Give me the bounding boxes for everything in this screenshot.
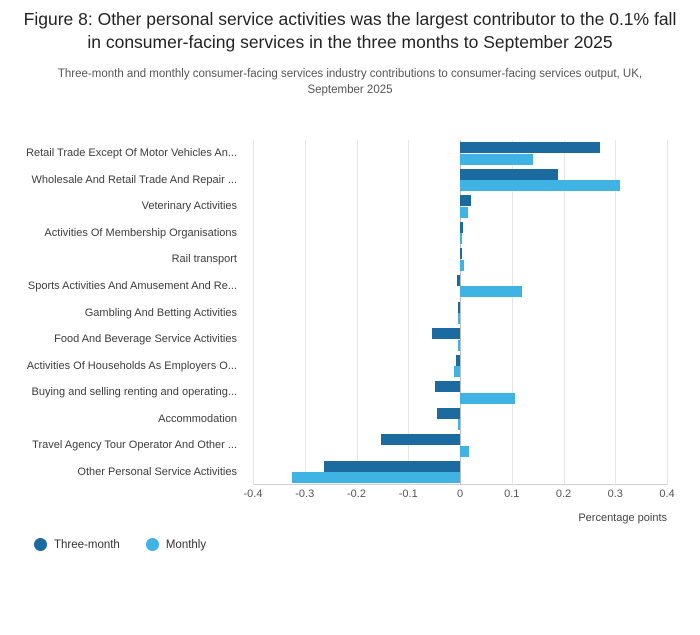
gridline: [667, 140, 668, 485]
bar-three-month: [460, 248, 462, 259]
x-tick-label: 0: [456, 488, 464, 500]
category-label: Rail transport: [171, 253, 237, 266]
legend-label: Three-month: [54, 538, 120, 551]
category-label: Sports Activities And Amusement And Re...: [27, 279, 237, 292]
x-axis-title: Percentage points: [578, 512, 667, 524]
plot-wrapper: [0, 140, 700, 524]
category-label: Activities Of Households As Employers O...: [26, 359, 237, 372]
x-tick-label: -0.2: [347, 488, 366, 500]
bar-monthly: [460, 393, 515, 404]
bar-three-month: [381, 434, 460, 445]
x-tick-label: -0.3: [295, 488, 315, 500]
bar-monthly: [458, 340, 460, 351]
x-tick-label: 0.3: [607, 488, 623, 500]
gridline: [460, 140, 461, 485]
bar-monthly: [460, 154, 533, 165]
category-label: Veterinary Activities: [141, 200, 237, 213]
category-label: Gambling And Betting Activities: [84, 306, 237, 319]
legend-swatch-icon: [34, 538, 47, 551]
bar-three-month: [460, 195, 471, 206]
bar-monthly: [460, 180, 620, 191]
category-label: Food And Beverage Service Activities: [54, 333, 237, 346]
bar-three-month: [457, 275, 460, 286]
bar-monthly: [460, 446, 469, 457]
category-label: Accommodation: [158, 412, 237, 425]
page-title: Figure 8: Other personal service activities was the largest contributor to the 0.1% fall in consumer-facing services in the three months to September 2025: [23, 9, 677, 53]
bar-monthly: [460, 260, 464, 271]
category-label: Travel Agency Tour Operator And Other ...: [32, 439, 237, 452]
bar-monthly: [454, 366, 460, 377]
category-label: Buying and selling renting and operating...: [31, 386, 237, 399]
gridline: [615, 140, 616, 485]
category-label: Retail Trade Except Of Motor Vehicles An...: [26, 147, 237, 160]
x-tick-label: 0.4: [659, 488, 675, 500]
bar-three-month: [460, 169, 558, 180]
bar-monthly: [458, 419, 460, 430]
gridline: [253, 140, 254, 485]
x-tick-label: 0.2: [555, 488, 572, 500]
chart-header: [0, 0, 700, 98]
chart-legend: [34, 538, 206, 551]
x-tick-label: 0.1: [504, 488, 520, 500]
bar-monthly: [460, 207, 468, 218]
bar-three-month: [324, 461, 460, 472]
x-tick-label: -0.1: [398, 488, 418, 500]
category-label: Other Personal Service Activities: [77, 465, 237, 478]
bar-three-month: [460, 142, 600, 153]
gridline: [564, 140, 565, 485]
legend-swatch-icon: [146, 538, 159, 551]
bar-three-month: [460, 222, 463, 233]
category-label: Activities Of Membership Organisations: [44, 226, 237, 239]
bar-three-month: [432, 328, 460, 339]
x-tick-label: -0.4: [243, 488, 263, 500]
category-axis-labels: [0, 140, 245, 485]
bar-monthly: [460, 233, 462, 244]
bar-three-month: [458, 302, 460, 313]
category-label: Wholesale And Retail Trade And Repair ...: [31, 173, 237, 186]
gridline: [512, 140, 513, 485]
gridline: [357, 140, 358, 485]
legend-item[interactable]: [146, 538, 206, 551]
bar-monthly: [458, 313, 460, 324]
plot-area: [253, 140, 667, 485]
bar-monthly: [292, 472, 460, 483]
chart-subtitle: Three-month and monthly consumer-facing services industry contributions to consumer-facing services output, UK, September 2025: [57, 68, 643, 97]
bar-three-month: [437, 408, 460, 419]
x-axis-tick-labels: [243, 488, 675, 506]
bar-monthly: [460, 286, 522, 297]
legend-item[interactable]: [34, 538, 120, 551]
bar-three-month: [435, 381, 460, 392]
bar-three-month: [456, 355, 460, 366]
gridline: [305, 140, 306, 485]
legend-label: Monthly: [165, 538, 207, 551]
